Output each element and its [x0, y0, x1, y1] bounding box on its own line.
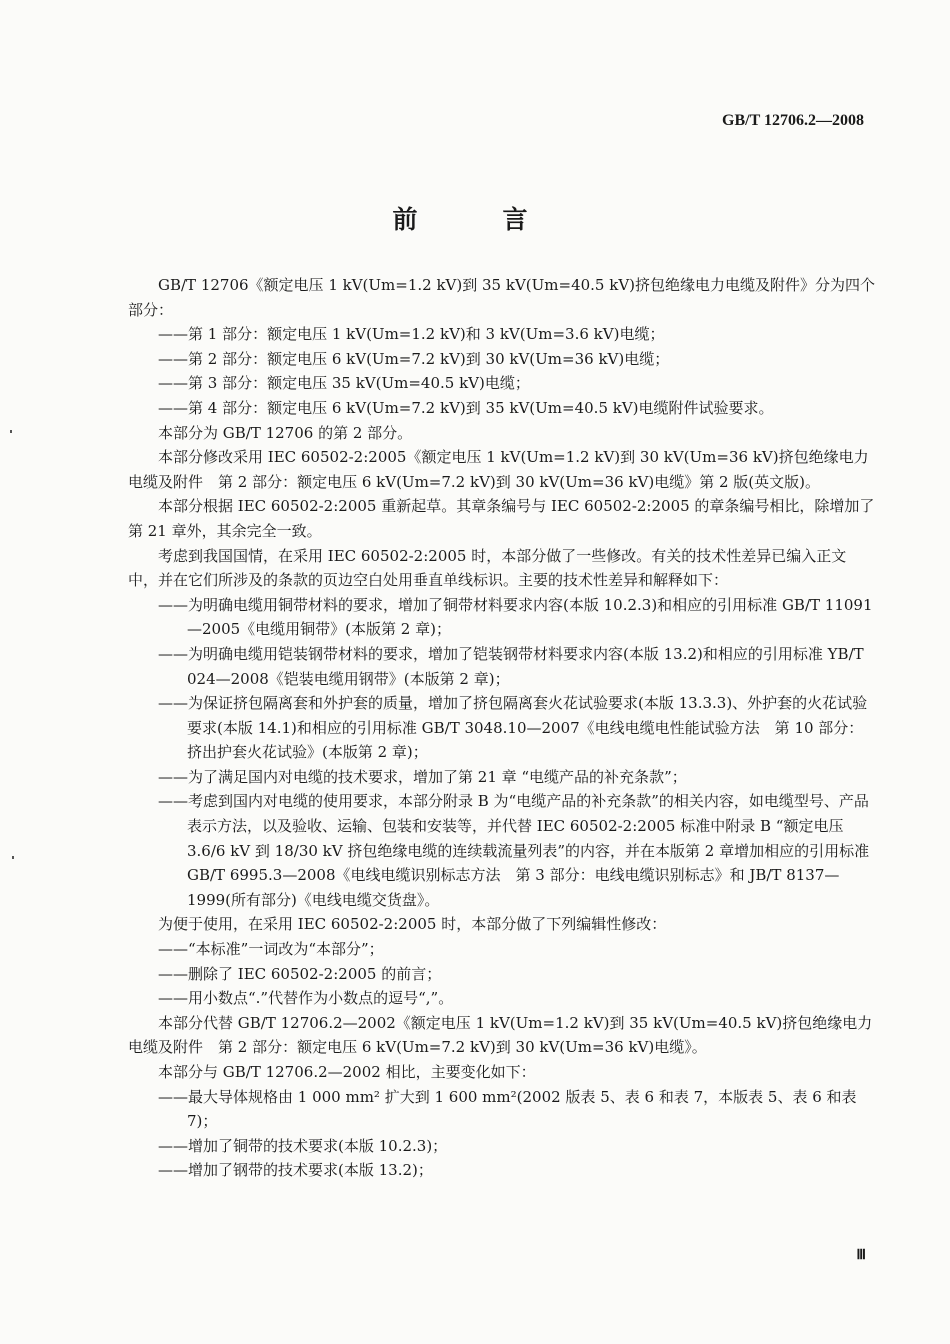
paragraph: 本部分代替 GB/T 12706.2—2002《额定电压 1 kV(Um=1.2 kV)到 35 kV(Um=40.5 kV)挤包绝缘电力电缆及附件 第 2 部分：额定电压 6 kV(Um=7.2 kV)到 30 kV(Um=36 kV)电缆》。	[128, 1013, 873, 1057]
paragraph: 本部分根据 IEC 60502-2:2005 重新起草。其章条编号与 IEC 60502-2:2005 的章条编号相比，除增加了第 21 章外，其余完全一致。	[128, 497, 875, 540]
list-item: ——删除了 IEC 60502-2:2005 的前言；	[158, 964, 442, 983]
list-item: ——增加了铜带的技术要求(本版 10.2.3)；	[158, 1136, 448, 1155]
paragraph: 为便于使用，在采用 IEC 60502-2:2005 时，本部分做了下列编辑性修改：	[158, 915, 667, 934]
paragraph: 本部分修改采用 IEC 60502-2:2005《额定电压 1 kV(Um=1.2 kV)到 30 kV(Um=36 kV)挤包绝缘电力电缆及附件 第 2 部分：额定电压 6 kV(Um=7.2 kV)到 30 kV(Um=36 kV)电缆》第 2 版(英文版)。	[128, 448, 869, 491]
page-title: 前 言	[392, 205, 558, 234]
list-item: ——最大导体规格由 1 000 mm² 扩大到 1 600 mm²(2002 版表 5、表 6 和表 7，本版表 5、表 6 和表 7)；	[158, 1087, 857, 1131]
list-item: ——考虑到国内对电缆的使用要求，本部分附录 B 为“电缆产品的补充条款”的相关内容，如电缆型号、产品表示方法，以及验收、运输、包装和安装等，并代替 IEC 60502-2:2005 标准中附录 B “额定电压 3.6/6 kV 到 18/30 kV 挤包绝缘电缆的连续载流量列表”的内容，并在本版第 2 章增加相应的引用标准 GB/T 6995.3—2008《电线电缆识别标志方法 第 3 部分：电线电缆识别标志》和 JB/T 8137—1999(所有部分)《电线电缆交货盘》。	[158, 792, 870, 909]
page-number: Ⅲ	[856, 1248, 866, 1263]
foreword-body	[128, 273, 876, 1183]
scan-speck	[12, 856, 14, 859]
list-item: ——为明确电缆用铜带材料的要求，增加了铜带材料要求内容(本版 10.2.3)和相应的引用标准 GB/T 11091—2005《电缆用铜带》(本版第 2 章)；	[158, 595, 873, 639]
list-item: ——用小数点“.”代替作为小数点的逗号“,”。	[158, 989, 454, 1008]
list-item: ——“本标准”一词改为“本部分”；	[158, 940, 384, 959]
list-item: ——为保证挤包隔离套和外护套的质量，增加了挤包隔离套火花试验要求(本版 13.3.3)、外护套的火花试验要求(本版 14.1)和相应的引用标准 GB/T 3048.10—2007《电线电缆电性能试验方法 第 10 部分：挤出护套火花试验》(本版第 2 章)；	[158, 694, 868, 762]
list-item: ——第 2 部分：额定电压 6 kV(Um=7.2 kV)到 30 kV(Um=36 kV)电缆；	[158, 349, 670, 368]
scan-speck	[10, 430, 12, 433]
list-item: ——第 3 部分：额定电压 35 kV(Um=40.5 kV)电缆；	[158, 374, 530, 393]
list-item: ——增加了钢带的技术要求(本版 13.2)；	[158, 1161, 433, 1180]
list-item: ——为明确电缆用铠装钢带材料的要求，增加了铠装钢带材料要求内容(本版 13.2)和相应的引用标准 YB/T 024—2008《铠装电缆用钢带》(本版第 2 章)；	[158, 644, 864, 688]
paragraph: GB/T 12706《额定电压 1 kV(Um=1.2 kV)到 35 kV(Um=40.5 kV)挤包绝缘电力电缆及附件》分为四个部分：	[128, 276, 876, 319]
list-item: ——第 1 部分：额定电压 1 kV(Um=1.2 kV)和 3 kV(Um=3.6 kV)电缆；	[158, 325, 665, 344]
paragraph: 本部分与 GB/T 12706.2—2002 相比，主要变化如下：	[158, 1063, 536, 1081]
list-item: ——第 4 部分：额定电压 6 kV(Um=7.2 kV)到 35 kV(Um=40.5 kV)电缆附件试验要求。	[158, 398, 774, 417]
paragraph: 考虑到我国国情，在采用 IEC 60502-2:2005 时，本部分做了一些修改。有关的技术性差异已编入正文中，并在它们所涉及的条款的页边空白处用垂直单线标识。主要的技术性差异和解释如下：	[128, 546, 847, 590]
paragraph: 本部分为 GB/T 12706 的第 2 部分。	[158, 423, 413, 442]
list-item: ——为了满足国内对电缆的技术要求，增加了第 21 章 “电缆产品的补充条款”；	[158, 767, 687, 786]
standard-code: GB/T 12706.2—2008	[722, 112, 864, 129]
